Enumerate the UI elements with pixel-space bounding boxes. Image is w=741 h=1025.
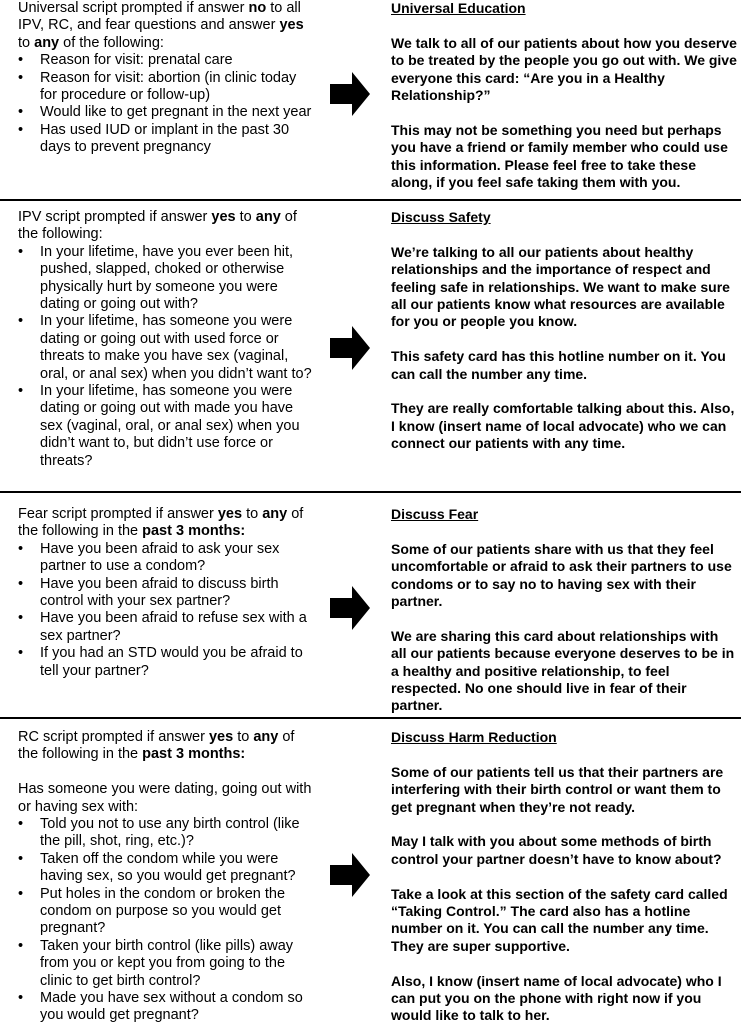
criteria-column [18,0,313,157]
script-paragraph: We are sharing this card about relationships with all our patients because everyone deserves to be in a healthy and positive relationship, to feel respected. No one should live in fear of their partner. [391,627,735,714]
section-divider [0,717,741,719]
script-paragraph: This may not be something you need but perhaps you have a friend or family member who could use this information. Please feel free to take these along, if you feel safe taking them with you. [391,121,728,191]
criteria-item: • Told you not to use any birth control (like the pill, shot, ring, etc.)? [18,816,313,851]
arrow-right-icon [330,72,370,116]
section-divider [0,491,741,493]
arrow-right-icon [330,586,370,630]
criteria-item: • Would like to get pregnant in the next year [18,104,313,121]
criteria-intro [18,209,313,244]
criteria-item: • If you had an STD would you be afraid to tell your partner? [18,645,313,680]
script-paragraph: Also, I know (insert name of local advocate) who I can put you on the phone with right now if you would like to talk to her. [391,972,722,1024]
criteria-item: • In your lifetime, have you ever been hit, pushed, slapped, choked or otherwise physically hurt by someone you were dating or going out with? [18,244,313,314]
criteria-item: • Has used IUD or implant in the past 30 days to prevent pregnancy [18,122,313,157]
criteria-intro-run: yes [208,729,234,745]
script-paragraphs [391,244,737,453]
criteria-item: • In your lifetime, has someone you were dating or going out with used force or threats to make you have sex (vaginal, oral, or anal sex) when you didn’t want to? [18,313,313,383]
criteria-column [18,506,313,680]
criteria-intro [18,729,313,764]
script-paragraphs [391,764,737,1025]
arrow-right-icon [330,326,370,370]
criteria-intro-run: any [253,729,279,745]
script-paragraph: This safety card has this hotline number on it. You can call the number any time. [391,348,726,382]
criteria-intro-run: IPV script prompted if answer [18,209,212,225]
criteria-item: • Have you been afraid to refuse sex with a sex partner? [18,610,313,645]
section-fear [0,506,741,718]
criteria-intro-run: past 3 months: [142,746,246,763]
criteria-intro-run: Fear script prompted if answer [18,506,218,522]
criteria-intro-run: any [255,209,281,225]
criteria-item: • Made you have sex without a condom so you would get pregnant? [18,990,313,1025]
script-heading: Discuss Harm Reduction [391,729,557,745]
criteria-intro-run: any [262,506,288,522]
criteria-intro-run: to all IPV, RC, and fear questions and answer [18,0,301,34]
criteria-intro-run: RC script prompted if answer [18,729,209,745]
script-paragraph: Some of our patients tell us that their partners are interfering with their birth control or want them to get pregnant when they’re not ready. [391,763,724,815]
criteria-prelist: Has someone you were dating, going out with or having sex with: [18,781,312,815]
script-column [391,209,737,453]
script-paragraphs [391,35,737,192]
script-heading: Discuss Safety [391,209,491,225]
criteria-item: • Reason for visit: abortion (in clinic today for procedure or follow-up) [18,70,313,105]
criteria-column [18,209,313,470]
criteria-intro-run: any [34,34,60,51]
criteria-intro-run: to [242,506,263,522]
script-column [391,729,737,1025]
criteria-intro-run: of the following in the [18,506,304,540]
criteria-intro-run: yes [211,209,236,225]
section-ipv [0,209,741,493]
section-universal [0,0,741,200]
criteria-list [18,52,313,156]
criteria-intro-run: to [235,209,256,225]
script-paragraph: They are really comfortable talking about this. Also, I know (insert name of local advocate) who we can connect our patients with any time. [391,400,735,452]
script-paragraphs [391,541,737,715]
script-heading: Universal Education [391,0,526,16]
criteria-item: • In your lifetime, has someone you were dating or going out with made you have sex (vaginal, oral, or anal sex) when you didn’t want to, but didn’t use force or threats? [18,383,313,470]
criteria-column [18,729,313,1025]
criteria-item: • Reason for visit: prenatal care [18,52,313,69]
script-paragraph: Take a look at this section of the safety card called “Taking Control.” The card also has a hotline number on it. You can call the number any time. They are super supportive. [391,885,728,954]
section-divider [0,199,741,201]
section-rc [0,729,741,1024]
criteria-item: • Taken off the condom while you were having sex, so you would get pregnant? [18,851,313,886]
criteria-intro-run: Universal script prompted if answer [18,0,249,16]
script-paragraph: We talk to all of our patients about how you deserve to be treated by the people you go out with. We give everyone this card: “Are you in a Healthy Relationship?” [391,34,737,104]
script-column [391,0,737,191]
criteria-item: • Have you been afraid to ask your sex partner to use a condom? [18,541,313,576]
criteria-list [18,541,313,680]
criteria-item: • Taken your birth control (like pills) away from you or kept you from going to the clinic to get birth control? [18,938,313,990]
arrow-right-icon [330,853,370,897]
criteria-list [18,816,313,1025]
script-column [391,506,737,715]
criteria-intro-run: to [18,34,35,51]
criteria-intro [18,506,313,541]
script-paragraph: May I talk with you about some methods of birth control your partner doesn’t have to know about? [391,833,722,867]
criteria-intro [18,0,313,52]
criteria-intro-run: no [248,0,267,16]
script-paragraph: We’re talking to all our patients about healthy relationships and the importance of respect and feeling safe in relationships. We want to make sure all our patients know what resources are available for you or people you know. [391,243,730,330]
script-heading: Discuss Fear [391,506,479,522]
criteria-intro-run: of the following: [59,34,164,51]
criteria-intro-run: past 3 months: [142,523,246,540]
criteria-intro-run: of the following in the [18,729,295,763]
criteria-item: • Have you been afraid to discuss birth control with your sex partner? [18,576,313,611]
criteria-intro-run: of the following: [18,209,297,243]
criteria-intro-run: to [233,729,254,745]
criteria-list [18,244,313,470]
criteria-intro-run: yes [217,506,243,522]
criteria-item: • Put holes in the condom or broken the condom on purpose so you would get pregnant? [18,886,313,938]
script-paragraph: Some of our patients share with us that they feel uncomfortable or afraid to ask their partners to use condoms or to say no to having sex with their partner. [391,540,732,610]
criteria-intro-run: yes [279,17,304,34]
